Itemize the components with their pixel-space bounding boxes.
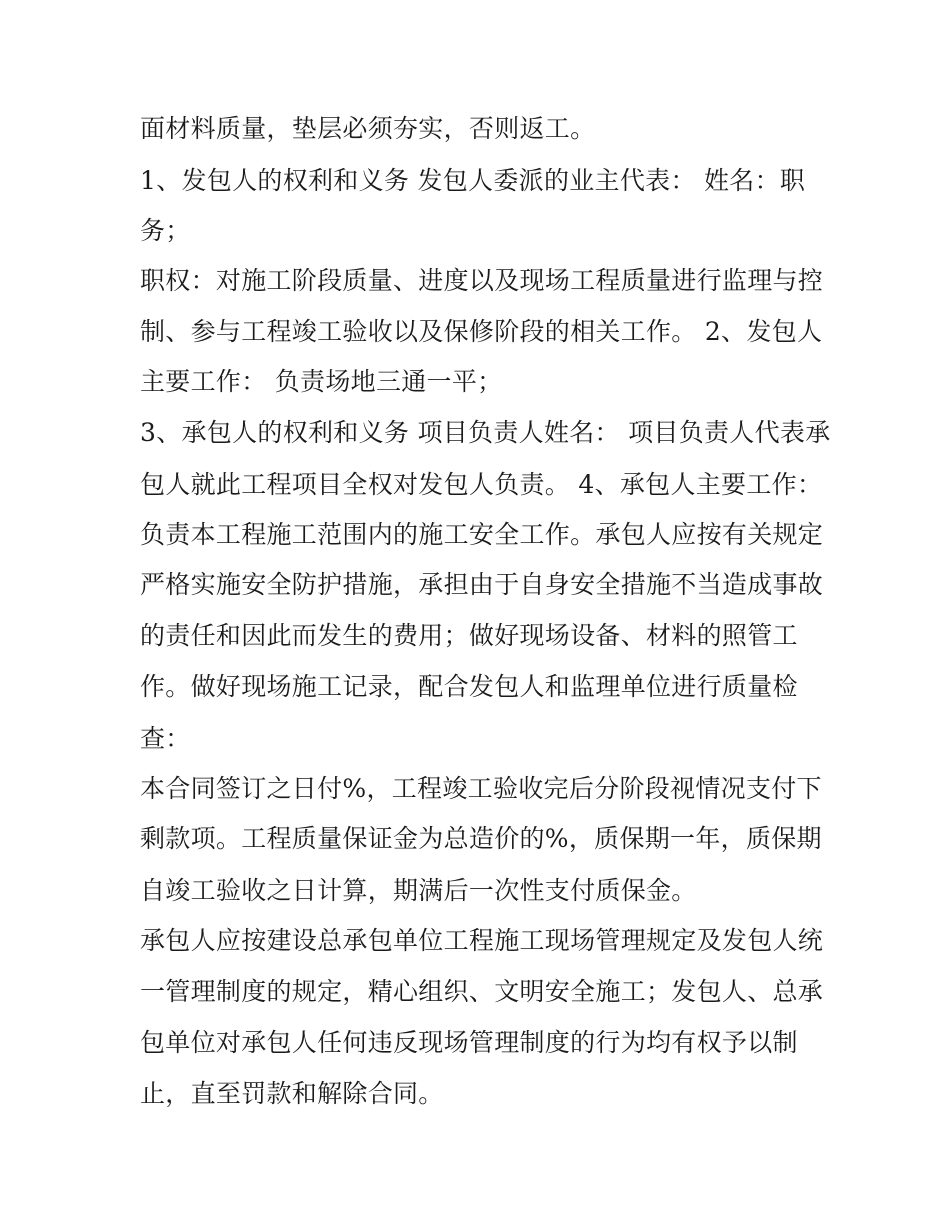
text-line: 包单位对承包人任何违反现场管理制度的行为均有权予以制	[140, 1028, 798, 1057]
text-line: 制、参与工程竣工验收以及保修阶段的相关工作。 2、发包人	[140, 317, 823, 346]
text-line: 本合同签订之日付%，工程竣工验收完后分阶段视情况支付下	[140, 774, 822, 803]
text-line: 包人就此工程项目全权对发包人负责。 4、承包人主要工作：	[140, 470, 823, 499]
text-line: 面材料质量，垫层必须夯实，否则返工。	[140, 114, 596, 143]
text-line: 职权：对施工阶段质量、进度以及现场工程质量进行监理与控	[140, 266, 824, 295]
text-line: 剩款项。工程质量保证金为总造价的%，质保期一年，质保期	[140, 824, 822, 853]
text-line: 的责任和因此而发生的费用；做好现场设备、材料的照管工	[140, 621, 798, 650]
text-line: 严格实施安全防护措施，承担由于自身安全措施不当造成事故	[140, 570, 824, 599]
text-line: 负责本工程施工范围内的施工安全工作。承包人应按有关规定	[140, 520, 824, 549]
text-line: 1、发包人的权利和义务 发包人委派的业主代表： 姓名：职	[140, 166, 806, 195]
text-line: 自竣工验收之日计算，期满后一次性支付质保金。	[140, 876, 697, 905]
text-line: 一管理制度的规定，精心组织、文明安全施工；发包人、总承	[140, 977, 824, 1006]
text-line: 查：	[140, 724, 191, 753]
text-line: 主要工作： 负责场地三通一平；	[140, 367, 503, 396]
text-line: 务；	[140, 216, 191, 245]
text-line: 3、承包人的权利和义务 项目负责人姓名： 项目负责人代表承	[140, 418, 831, 447]
text-line: 作。做好现场施工记录，配合发包人和监理单位进行质量检	[140, 672, 798, 701]
text-line: 止，直至罚款和解除合同。	[140, 1079, 444, 1108]
text-line: 承包人应按建设总承包单位工程施工现场管理规定及发包人统	[140, 926, 824, 955]
